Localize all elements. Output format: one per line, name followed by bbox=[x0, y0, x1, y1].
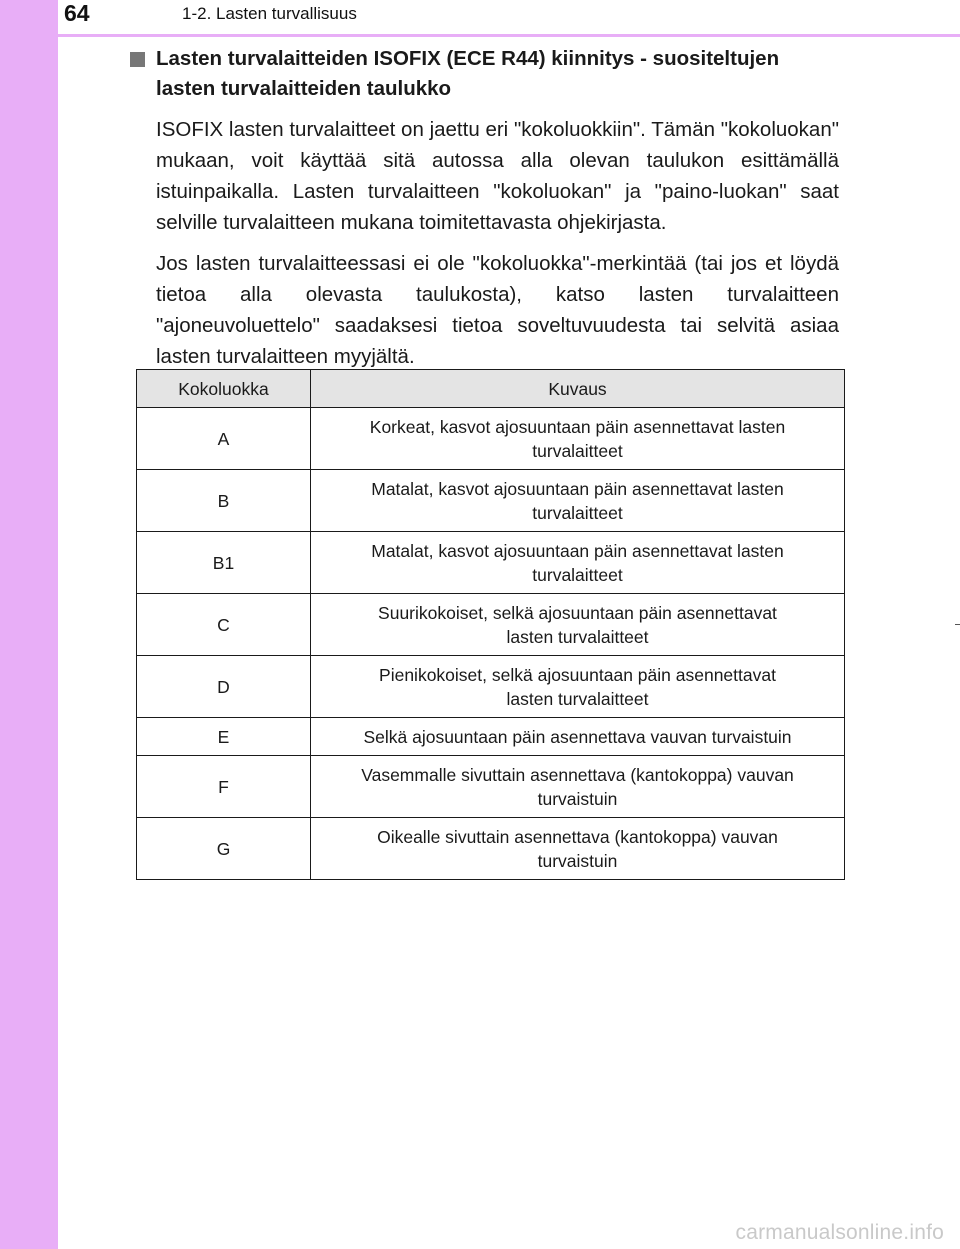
description-line: Oikealle sivuttain asennettava (kantokoppa) vauvan bbox=[377, 826, 778, 847]
table-row bbox=[137, 718, 845, 756]
table-row bbox=[137, 594, 845, 656]
description-line: Suurikokoiset, selkä ajosuuntaan päin asennettavat bbox=[378, 602, 777, 623]
column-header-description: Kuvaus bbox=[311, 370, 845, 408]
section-heading bbox=[127, 44, 839, 104]
table-row bbox=[137, 408, 845, 470]
page-number: 64 bbox=[64, 0, 90, 26]
chapter-side-bar bbox=[0, 0, 58, 1249]
description-line: Korkeat, kasvot ajosuuntaan päin asennettavat lasten bbox=[369, 416, 786, 437]
table-row bbox=[137, 532, 845, 594]
chapter-title: 1-2. Lasten turvallisuus bbox=[182, 4, 357, 23]
description-cell bbox=[311, 818, 845, 880]
description-line: lasten turvalaitteet bbox=[506, 688, 649, 709]
table-row bbox=[137, 756, 845, 818]
description-cell bbox=[311, 532, 845, 594]
table-row bbox=[137, 470, 845, 532]
size-class-cell: B bbox=[137, 470, 311, 532]
size-class-cell: A bbox=[137, 408, 311, 470]
watermark-text: carmanualsonline.info bbox=[735, 1221, 944, 1244]
table-header-row bbox=[137, 370, 845, 408]
description-cell bbox=[311, 656, 845, 718]
edge-tick-mark bbox=[955, 624, 960, 625]
paragraph-size-class: ISOFIX lasten turvalaitteet on jaettu eri "kokoluokkiin". Tämän "kokoluokan" mukaan, voit käyttää sitä autossa alla olevan taulukon esittämällä istuinpaikalla. Lasten turvalaitteen "kokoluokan" ja "paino-luokan" saat selville turvalaitteen mukana toimitettavasta ohjekirjasta. bbox=[156, 118, 839, 234]
size-class-cell: D bbox=[137, 656, 311, 718]
description-cell bbox=[311, 594, 845, 656]
description-cell bbox=[311, 718, 845, 756]
description-line: Pienikokoiset, selkä ajosuuntaan päin asennettavat bbox=[379, 664, 776, 685]
description-cell bbox=[311, 756, 845, 818]
size-class-cell: G bbox=[137, 818, 311, 880]
column-header-size-class: Kokoluokka bbox=[137, 370, 311, 408]
size-class-table bbox=[136, 369, 845, 880]
section-content bbox=[127, 44, 839, 372]
table-row bbox=[137, 656, 845, 718]
description-line: Vasemmalle sivuttain asennettava (kantokoppa) vauvan bbox=[361, 764, 794, 785]
description-line: turvalaitteet bbox=[532, 564, 623, 585]
header-rule bbox=[0, 34, 960, 37]
description-cell bbox=[311, 408, 845, 470]
description-line: turvaistuin bbox=[537, 850, 618, 871]
paragraph-no-size-class: Jos lasten turvalaitteessasi ei ole "kokoluokka"-merkintää (tai jos et löydä tietoa alla olevasta taulukosta), katso lasten turvalaitteen "ajoneuvoluettelo" saadaksesi tietoa soveltuvuudesta tai selvitä asiaa lasten turvalaitteen myyjältä. bbox=[156, 252, 839, 368]
description-line: Matalat, kasvot ajosuuntaan päin asennettavat lasten bbox=[371, 478, 784, 499]
description-line: turvalaitteet bbox=[532, 440, 623, 461]
description-line: turvaistuin bbox=[537, 788, 618, 809]
table-row bbox=[137, 818, 845, 880]
description-cell bbox=[311, 470, 845, 532]
square-bullet-icon bbox=[130, 52, 145, 67]
size-class-cell: B1 bbox=[137, 532, 311, 594]
size-class-cell: E bbox=[137, 718, 311, 756]
description-line: Matalat, kasvot ajosuuntaan päin asennettavat lasten bbox=[371, 540, 784, 561]
description-line: lasten turvalaitteet bbox=[506, 626, 649, 647]
description-line: Selkä ajosuuntaan päin asennettava vauvan turvaistuin bbox=[363, 726, 792, 747]
size-class-cell: C bbox=[137, 594, 311, 656]
description-line: turvalaitteet bbox=[532, 502, 623, 523]
size-class-cell: F bbox=[137, 756, 311, 818]
section-heading-text: Lasten turvalaitteiden ISOFIX (ECE R44) kiinnitys - suositeltujen lasten turvalaitteiden taulukko bbox=[156, 47, 780, 100]
